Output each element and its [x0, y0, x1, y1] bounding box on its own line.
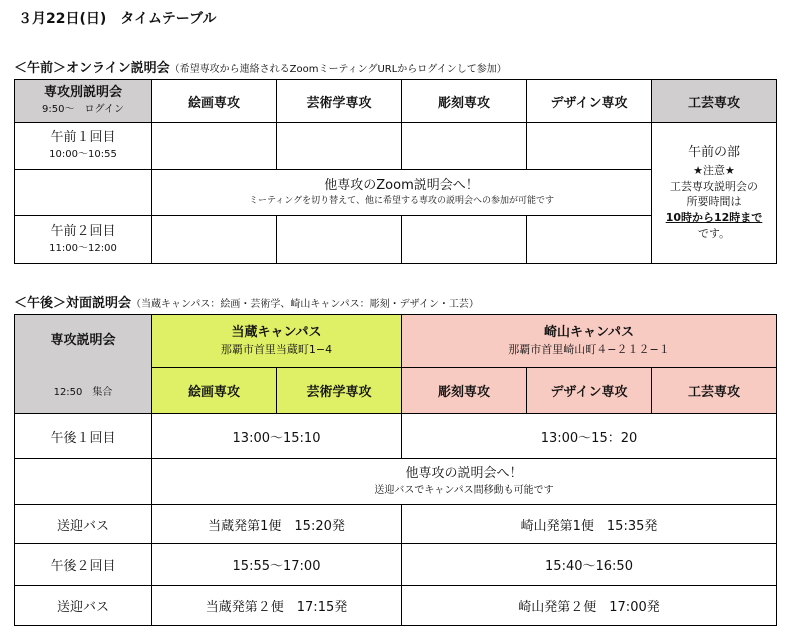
am-note: （希望専攻から連絡されるZoomミーティングURLからログインして参加） [169, 64, 507, 75]
am-major-crafts: 工芸専攻 [652, 80, 777, 123]
pm-bus1-label: 送迎バス [15, 505, 152, 544]
pm-timetable [14, 314, 777, 626]
am-row1-design-cell [527, 123, 652, 170]
campus2-header [402, 315, 777, 368]
pm-bus2-campus2: 崎山発第２便 17:00発 [402, 586, 777, 626]
pm-bus2-campus1: 当蔵発第２便 17:15発 [152, 586, 402, 626]
pm-bus2-label: 送迎バス [15, 586, 152, 626]
am-crafts-note-cell [652, 123, 777, 264]
pm-row2-campus1-time: 15:55〜17:00 [152, 544, 402, 586]
am-row1-painting-cell [152, 123, 277, 170]
am-row1-label-cell [15, 123, 152, 170]
campus1-address: 那覇市首里当蔵町1−4 [220, 343, 333, 357]
pm-row1-label: 午後１回目 [15, 414, 152, 459]
pm-major-painting: 絵画専攻 [152, 368, 277, 414]
am-major-sculpture: 彫刻専攻 [402, 80, 527, 123]
pm-heading: ＜午後＞対面説明会 [14, 296, 132, 311]
am-row2-label: 午前２回目 [50, 223, 116, 239]
am-mid-blank-cell [15, 170, 152, 216]
am-row2-design-cell [527, 216, 652, 264]
am-major-art-studies: 芸術学専攻 [277, 80, 402, 123]
am-row2-painting-cell [152, 216, 277, 264]
am-head-cell [15, 80, 152, 123]
campus2-name: 崎山キャンパス [543, 324, 635, 340]
am-craft-l6: です。 [697, 227, 731, 241]
pm-mid-blank-cell [15, 459, 152, 505]
pm-major-design: デザイン専攻 [527, 368, 652, 414]
pm-row2-label: 午後２回目 [15, 544, 152, 586]
pm-mid-sub: 送迎バスでキャンパス間移動も可能です [374, 484, 554, 496]
pm-row1-campus2-time: 13:00〜15：20 [402, 414, 777, 459]
am-mid-sub: ミーティングを切り替えて、他に希望する専攻の説明会への参加が可能です [249, 196, 554, 207]
am-row1-sculpture-cell [402, 123, 527, 170]
pm-head-label: 専攻説明会 [50, 332, 116, 348]
am-row1-art-cell [277, 123, 402, 170]
am-row2-time: 11:00〜12:00 [49, 242, 117, 254]
pm-row1-campus1-time: 13:00〜15:10 [152, 414, 402, 459]
am-row2-label-cell [15, 216, 152, 264]
am-section-heading [14, 57, 507, 76]
am-mid-cell [152, 170, 652, 216]
am-row2-art-cell [277, 216, 402, 264]
am-timetable [14, 79, 777, 264]
page-title: ３月22日(日) タイムテーブル [18, 11, 217, 27]
am-head-sub: 9:50〜 ログイン [42, 104, 124, 116]
am-major-design: デザイン専攻 [527, 80, 652, 123]
am-heading: ＜午前＞オンライン説明会 [14, 61, 170, 76]
am-mid-main: 他専攻のZoom説明会へ！ [324, 177, 479, 193]
pm-bus1-campus2: 崎山発第1便 15:35発 [402, 505, 777, 544]
am-row1-time: 10:00〜10:55 [49, 149, 117, 161]
pm-major-art-studies: 芸術学専攻 [277, 368, 402, 414]
pm-bus1-campus1: 当蔵発第1便 15:20発 [152, 505, 402, 544]
pm-major-sculpture: 彫刻専攻 [402, 368, 527, 414]
am-craft-l5: 10時から12時まで [665, 211, 763, 225]
am-major-painting: 絵画専攻 [152, 80, 277, 123]
am-craft-l2: ★注意★ [693, 163, 735, 177]
pm-head-sub: 12:50 集合 [15, 368, 152, 414]
pm-head-top-cell [15, 315, 152, 368]
am-row2-sculpture-cell [402, 216, 527, 264]
pm-row2-campus2-time: 15:40〜16:50 [402, 544, 777, 586]
pm-note: （当蔵キャンパス：絵画・芸術学、崎山キャンパス：彫刻・デザイン・工芸） [131, 299, 479, 310]
am-head-label: 専攻別説明会 [43, 85, 122, 101]
campus2-address: 那覇市首里崎山町４−２１２−１ [508, 343, 670, 357]
pm-section-heading [14, 292, 479, 311]
am-row1-label: 午前１回目 [50, 130, 116, 146]
am-craft-l1: 午前の部 [687, 144, 740, 160]
pm-major-crafts: 工芸専攻 [652, 368, 777, 414]
campus1-name: 当蔵キャンパス [231, 324, 322, 340]
pm-mid-main: 他専攻の説明会へ！ [405, 465, 523, 481]
campus1-header [152, 315, 402, 368]
am-craft-l3: 工芸専攻説明会の [670, 179, 758, 193]
pm-mid-cell [152, 459, 777, 505]
am-craft-l4: 所要時間は [686, 195, 742, 209]
